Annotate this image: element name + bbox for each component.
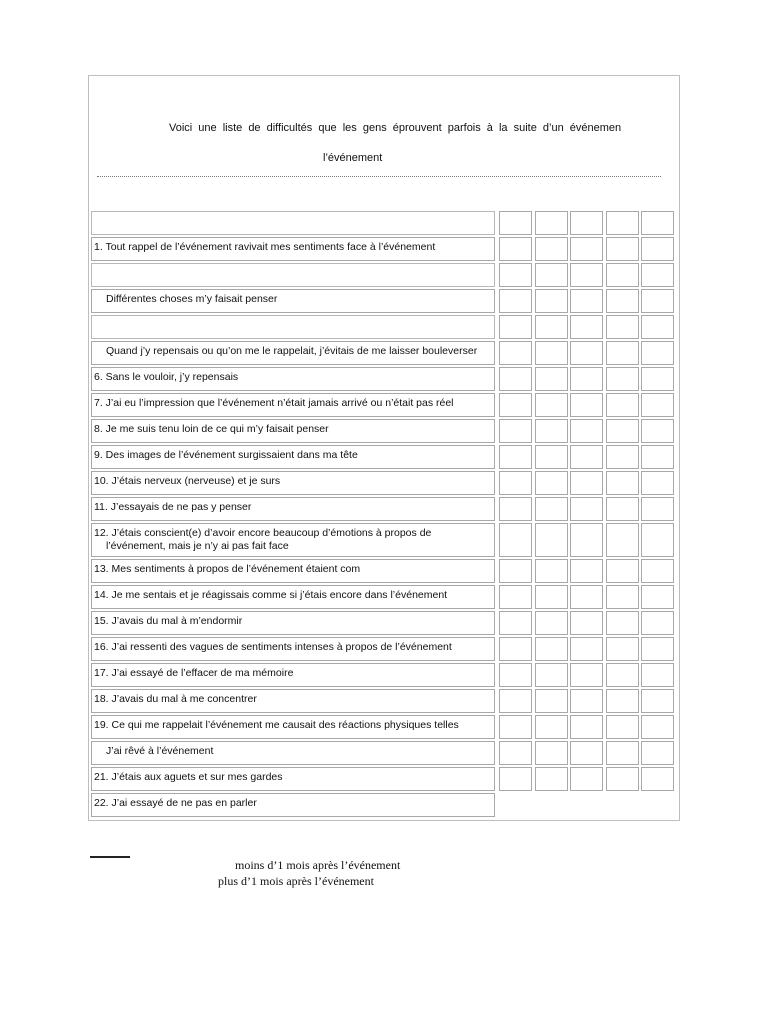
item-text: 17. J’ai essayé de l’effacer de ma mémoire	[94, 667, 294, 679]
item-text: Quand j’y repensais ou qu’on me le rappelait, j’évitais de me laisser bouleverser	[106, 345, 478, 357]
item-text: 12. J’étais conscient(e) d’avoir encore beaucoup d’émotions à propos de	[94, 527, 432, 539]
item-label	[91, 471, 495, 495]
item-text-continued: l’événement, mais je n’y ai pas fait face	[106, 540, 289, 552]
intro-text-continued: l’événement	[323, 152, 383, 164]
rating-box-3[interactable]	[570, 393, 603, 417]
item-text: 15. J’avais du mal à m’endormir	[94, 615, 243, 627]
rating-box-1[interactable]	[499, 741, 532, 765]
rating-box-1[interactable]	[499, 237, 532, 261]
table-row	[89, 211, 679, 237]
rating-box-3[interactable]	[570, 289, 603, 313]
rating-box-5[interactable]	[641, 445, 674, 469]
rating-box-5[interactable]	[641, 367, 674, 391]
rating-box-2[interactable]	[535, 611, 568, 635]
blank-row	[91, 263, 495, 287]
rating-box-4[interactable]	[606, 715, 639, 739]
rating-box-2[interactable]	[535, 289, 568, 313]
rating-box-3[interactable]	[570, 367, 603, 391]
table-row	[89, 315, 679, 341]
rating-box-5[interactable]	[641, 211, 674, 235]
item-text: 6. Sans le vouloir, j’y repensais	[94, 371, 239, 383]
rating-box-2[interactable]	[535, 367, 568, 391]
rating-box-3[interactable]	[570, 211, 603, 235]
rating-box-3[interactable]	[570, 663, 603, 687]
item-label	[91, 341, 495, 365]
rating-box-2[interactable]	[535, 741, 568, 765]
table-row	[89, 637, 679, 663]
rating-box-4[interactable]	[606, 341, 639, 365]
rating-box-1[interactable]	[499, 689, 532, 713]
rating-box-5[interactable]	[641, 237, 674, 261]
table-row	[89, 497, 679, 523]
item-text: 14. Je me sentais et je réagissais comme si j’étais encore dans l’événement	[94, 589, 448, 601]
rating-box-2[interactable]	[535, 585, 568, 609]
table-row	[89, 523, 679, 559]
rating-box-4[interactable]	[606, 497, 639, 521]
rating-box-5[interactable]	[641, 497, 674, 521]
rating-box-1[interactable]	[499, 767, 532, 791]
rating-box-4[interactable]	[606, 367, 639, 391]
rating-box-3[interactable]	[570, 419, 603, 443]
item-label	[91, 445, 495, 469]
rating-box-3[interactable]	[570, 715, 603, 739]
legend-more-than-one-month: plus d’1 mois après l’événement	[218, 874, 374, 888]
rating-box-1[interactable]	[499, 211, 532, 235]
item-label	[91, 793, 495, 817]
item-label	[91, 689, 495, 713]
item-label	[91, 419, 495, 443]
rating-box-3[interactable]	[570, 445, 603, 469]
rating-box-1[interactable]	[499, 263, 532, 287]
rating-box-1[interactable]	[499, 367, 532, 391]
table-row	[89, 419, 679, 445]
rating-box-4[interactable]	[606, 523, 639, 557]
rating-box-1[interactable]	[499, 497, 532, 521]
rating-box-2[interactable]	[535, 393, 568, 417]
rating-box-4[interactable]	[606, 289, 639, 313]
table-row	[89, 237, 679, 263]
table-row	[89, 263, 679, 289]
rating-box-5[interactable]	[641, 689, 674, 713]
item-text: 18. J’avais du mal à me concentrer	[94, 693, 257, 705]
rating-box-5[interactable]	[641, 315, 674, 339]
table-row	[89, 341, 679, 367]
rating-box-4[interactable]	[606, 419, 639, 443]
rating-box-2[interactable]	[535, 471, 568, 495]
table-row	[89, 367, 679, 393]
item-text: 8. Je me suis tenu loin de ce qui m’y faisait penser	[94, 423, 329, 435]
rating-box-2[interactable]	[535, 315, 568, 339]
rating-box-5[interactable]	[641, 767, 674, 791]
table-row	[89, 611, 679, 637]
rating-box-1[interactable]	[499, 471, 532, 495]
rating-box-4[interactable]	[606, 559, 639, 583]
rating-box-4[interactable]	[606, 767, 639, 791]
rating-box-4[interactable]	[606, 211, 639, 235]
rating-box-3[interactable]	[570, 689, 603, 713]
rating-box-1[interactable]	[499, 523, 532, 557]
rating-box-3[interactable]	[570, 585, 603, 609]
rating-box-3[interactable]	[570, 471, 603, 495]
rating-box-1[interactable]	[499, 611, 532, 635]
rating-box-4[interactable]	[606, 741, 639, 765]
item-text: 1. Tout rappel de l’événement ravivait mes sentiments face à l’événement	[94, 241, 436, 253]
table-row	[89, 793, 679, 819]
rating-box-1[interactable]	[499, 559, 532, 583]
item-label	[91, 559, 495, 583]
table-row	[89, 741, 679, 767]
blank-row	[91, 315, 495, 339]
rating-box-5[interactable]	[641, 637, 674, 661]
item-label	[91, 367, 495, 391]
rating-box-2[interactable]	[535, 419, 568, 443]
rating-box-4[interactable]	[606, 471, 639, 495]
rating-box-5[interactable]	[641, 663, 674, 687]
rating-box-4[interactable]	[606, 637, 639, 661]
table-row	[89, 663, 679, 689]
item-label	[91, 663, 495, 687]
table-row	[89, 471, 679, 497]
rating-box-5[interactable]	[641, 341, 674, 365]
rating-box-3[interactable]	[570, 237, 603, 261]
rating-box-2[interactable]	[535, 263, 568, 287]
intro-section	[89, 76, 679, 210]
rating-box-5[interactable]	[641, 289, 674, 313]
rating-box-2[interactable]	[535, 689, 568, 713]
legend-rule	[90, 856, 130, 858]
item-text: 13. Mes sentiments à propos de l’événement étaient com	[94, 563, 361, 575]
rating-box-1[interactable]	[499, 393, 532, 417]
item-text: 16. J’ai ressenti des vagues de sentiments intenses à propos de l’événement	[94, 641, 452, 653]
item-text: 9. Des images de l’événement surgissaient dans ma tête	[94, 449, 358, 461]
rating-box-4[interactable]	[606, 263, 639, 287]
rating-box-1[interactable]	[499, 663, 532, 687]
item-text: 7. J’ai eu l’impression que l’événement n’était jamais arrivé ou n’était pas réel	[94, 397, 454, 409]
rating-box-1[interactable]	[499, 289, 532, 313]
rating-box-3[interactable]	[570, 611, 603, 635]
table-row	[89, 585, 679, 611]
rating-box-5[interactable]	[641, 393, 674, 417]
rating-box-3[interactable]	[570, 315, 603, 339]
rating-box-1[interactable]	[499, 419, 532, 443]
rating-box-2[interactable]	[535, 237, 568, 261]
rating-box-2[interactable]	[535, 341, 568, 365]
rating-box-5[interactable]	[641, 741, 674, 765]
rating-box-4[interactable]	[606, 237, 639, 261]
rating-box-4[interactable]	[606, 393, 639, 417]
rating-box-1[interactable]	[499, 637, 532, 661]
rating-box-4[interactable]	[606, 585, 639, 609]
rating-box-1[interactable]	[499, 715, 532, 739]
item-label	[91, 741, 495, 765]
item-label	[91, 767, 495, 791]
rating-box-2[interactable]	[535, 715, 568, 739]
rating-box-2[interactable]	[535, 497, 568, 521]
item-text: 10. J’étais nerveux (nerveuse) et je surs	[94, 475, 281, 487]
rating-box-5[interactable]	[641, 715, 674, 739]
rating-box-4[interactable]	[606, 689, 639, 713]
rating-box-2[interactable]	[535, 767, 568, 791]
item-text: J’ai rêvé à l’événement	[106, 745, 214, 757]
dotted-divider	[97, 176, 661, 177]
item-label	[91, 497, 495, 521]
table-row	[89, 767, 679, 793]
rating-box-3[interactable]	[570, 263, 603, 287]
rating-box-3[interactable]	[570, 497, 603, 521]
item-text: Différentes choses m’y faisait penser	[106, 293, 278, 305]
table-row	[89, 689, 679, 715]
intro-text: Voici une liste de difficultés que les gens éprouvent parfois à la suite d’un événemen	[169, 122, 622, 134]
rating-box-4[interactable]	[606, 611, 639, 635]
rating-box-1[interactable]	[499, 585, 532, 609]
item-label	[91, 715, 495, 739]
item-label	[91, 611, 495, 635]
rating-box-1[interactable]	[499, 315, 532, 339]
questionnaire-frame	[88, 75, 680, 821]
rating-box-3[interactable]	[570, 741, 603, 765]
item-label	[91, 289, 495, 313]
table-row	[89, 715, 679, 741]
rating-box-1[interactable]	[499, 341, 532, 365]
rating-box-5[interactable]	[641, 471, 674, 495]
rating-box-5[interactable]	[641, 263, 674, 287]
rating-box-2[interactable]	[535, 637, 568, 661]
table-row	[89, 559, 679, 585]
item-label	[91, 637, 495, 661]
item-text: 11. J’essayais de ne pas y penser	[94, 501, 252, 513]
rating-box-4[interactable]	[606, 315, 639, 339]
rating-box-5[interactable]	[641, 559, 674, 583]
item-text: 19. Ce qui me rappelait l’événement me causait des réactions physiques telles	[94, 719, 459, 731]
rating-box-4[interactable]	[606, 663, 639, 687]
rating-box-3[interactable]	[570, 637, 603, 661]
item-text: 21. J’étais aux aguets et sur mes gardes	[94, 771, 283, 783]
rating-box-5[interactable]	[641, 611, 674, 635]
rating-box-3[interactable]	[570, 523, 603, 557]
rating-box-3[interactable]	[570, 767, 603, 791]
rating-box-2[interactable]	[535, 559, 568, 583]
item-text: 22. J’ai essayé de ne pas en parler	[94, 797, 257, 809]
rating-box-5[interactable]	[641, 585, 674, 609]
item-label	[91, 523, 495, 557]
rating-box-2[interactable]	[535, 445, 568, 469]
rating-box-3[interactable]	[570, 341, 603, 365]
table-row	[89, 445, 679, 471]
rating-box-5[interactable]	[641, 419, 674, 443]
rating-box-2[interactable]	[535, 523, 568, 557]
rating-box-4[interactable]	[606, 445, 639, 469]
legend-less-than-one-month: moins d’1 mois après l’événement	[235, 858, 401, 872]
rating-box-2[interactable]	[535, 211, 568, 235]
rating-box-1[interactable]	[499, 445, 532, 469]
table-row	[89, 393, 679, 419]
item-label	[91, 585, 495, 609]
rating-box-5[interactable]	[641, 523, 674, 557]
blank-row	[91, 211, 495, 235]
rating-box-2[interactable]	[535, 663, 568, 687]
item-label	[91, 237, 495, 261]
table-row	[89, 289, 679, 315]
item-label	[91, 393, 495, 417]
rating-box-3[interactable]	[570, 559, 603, 583]
